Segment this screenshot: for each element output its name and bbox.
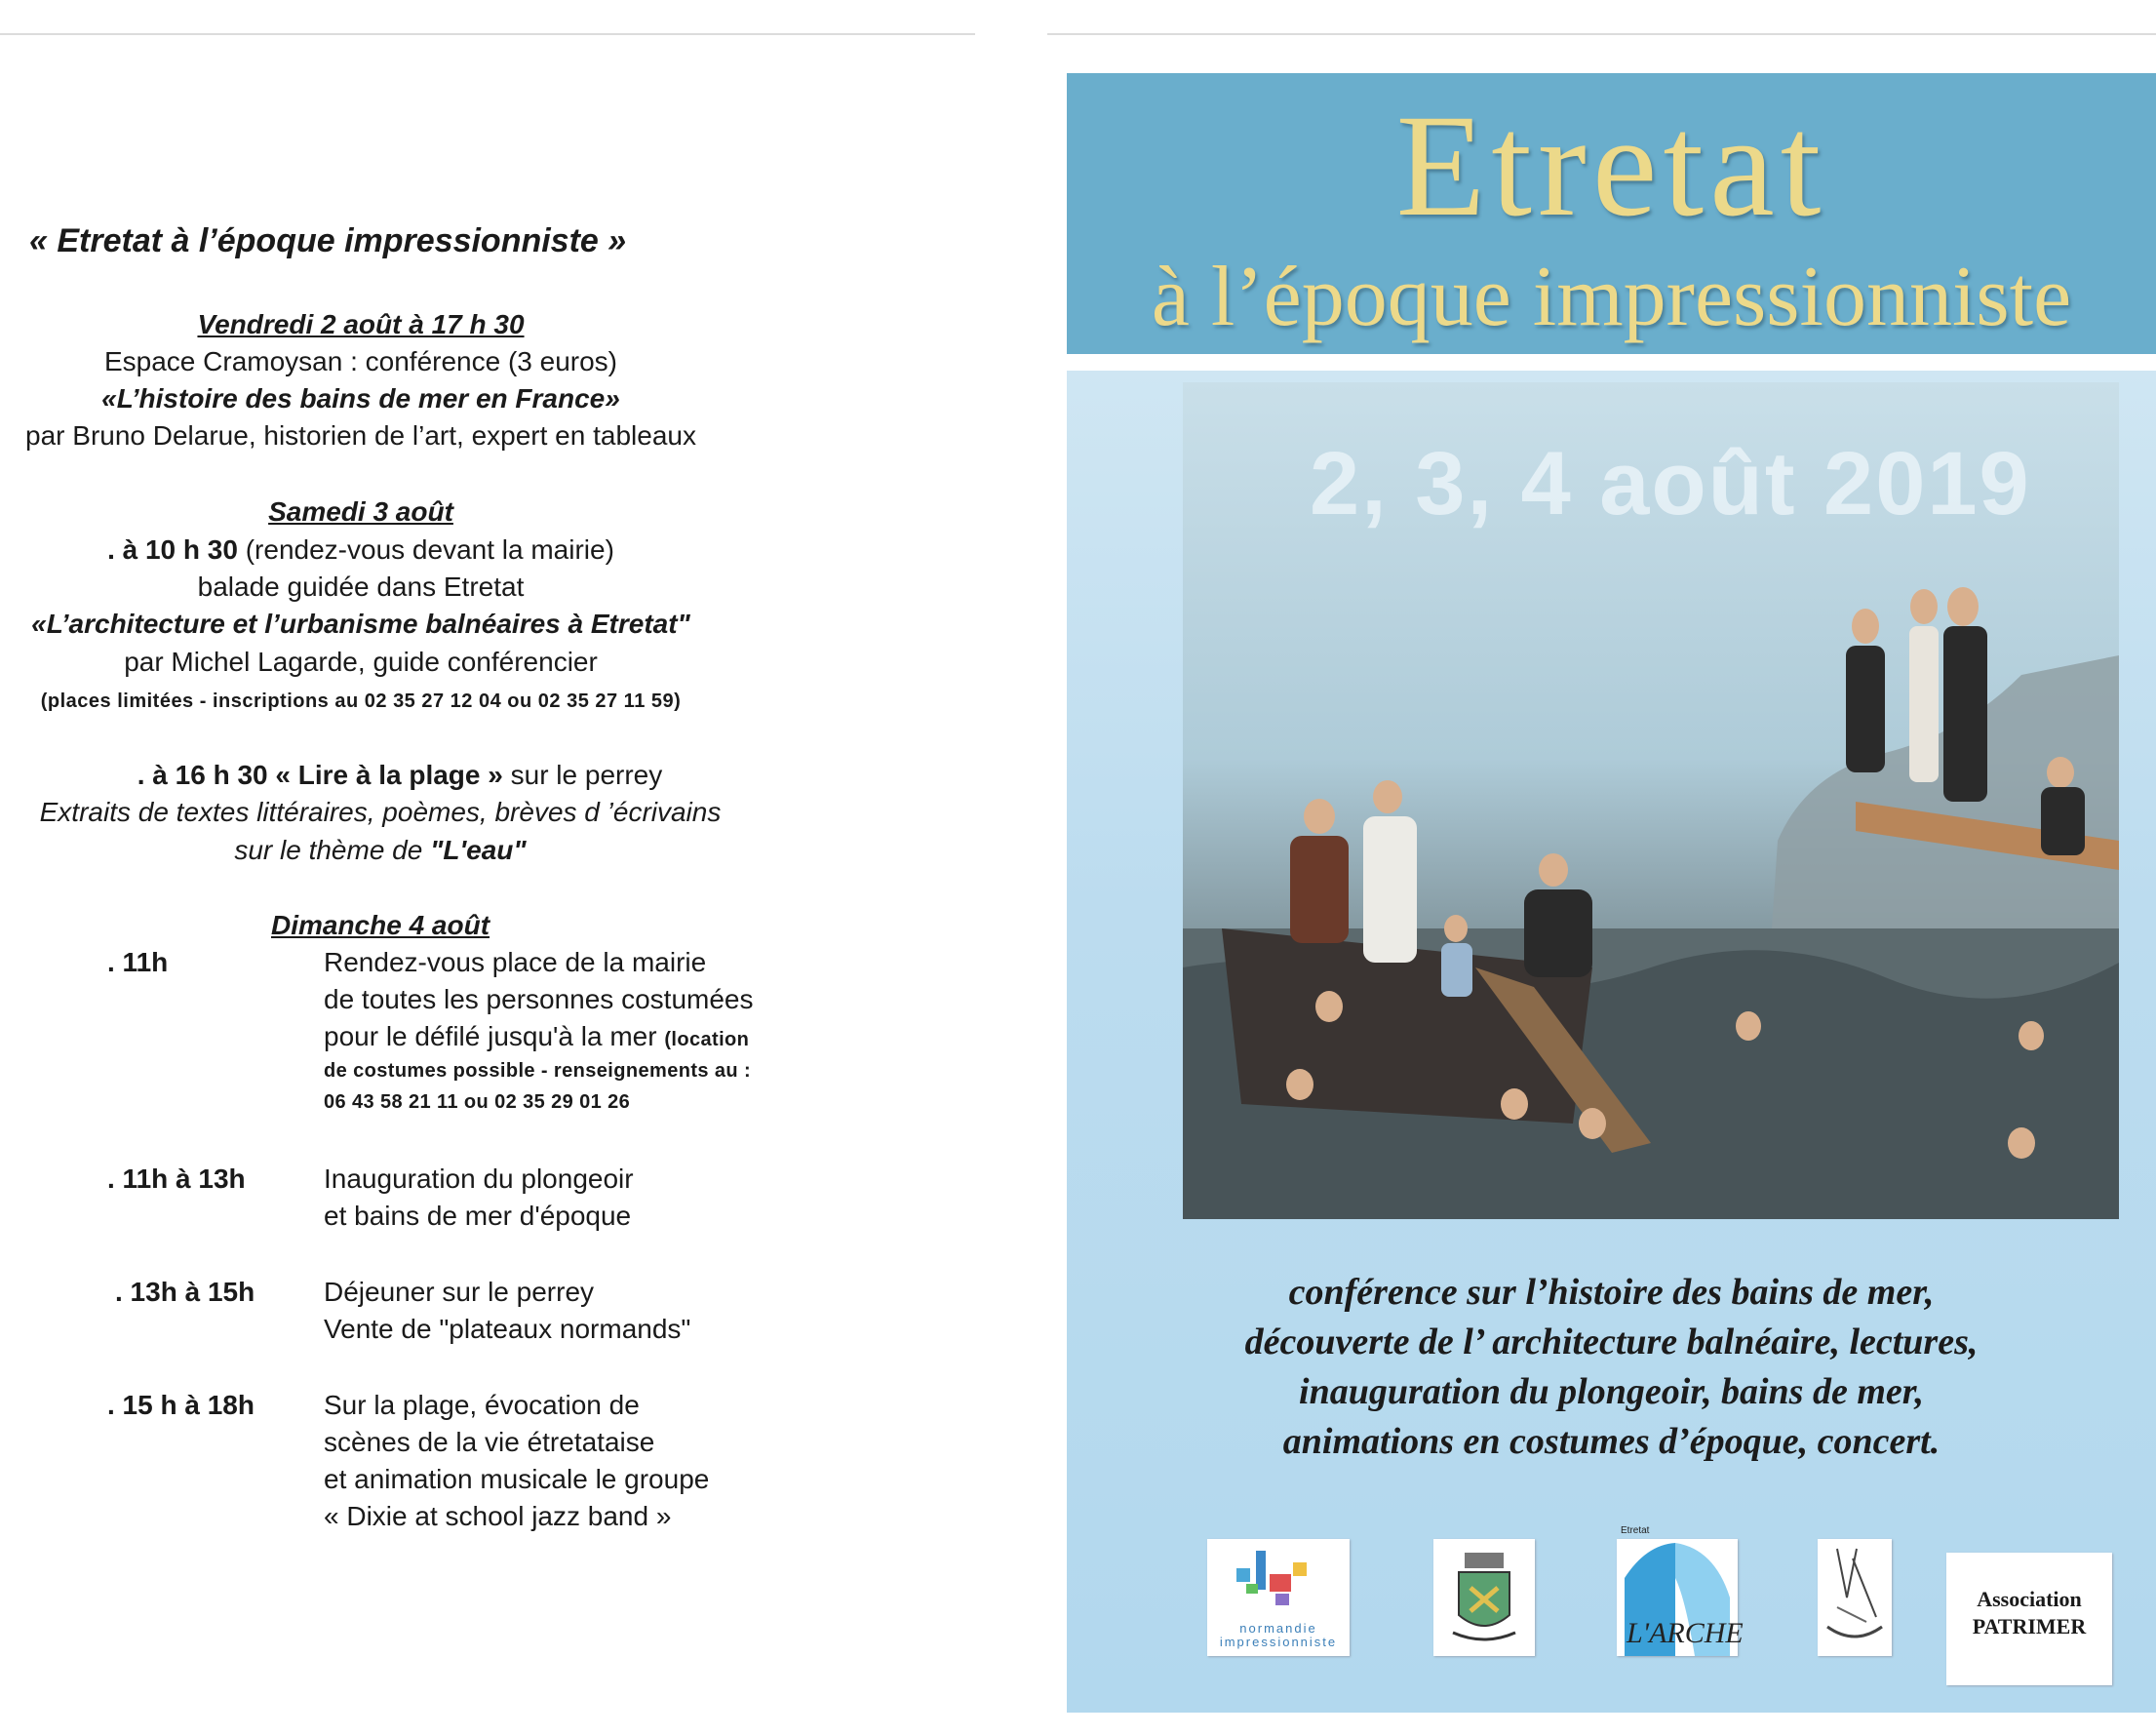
title-banner — [1067, 73, 2156, 354]
friday-speaker: par Bruno Delarue, historien de l’art, expert en tableaux — [25, 420, 696, 451]
association-patrimer-logo — [1946, 1553, 2112, 1685]
larche-logo-top: Etretat — [1621, 1525, 1650, 1536]
boat-drawing-logo — [1818, 1539, 1892, 1656]
saturday-guide: par Michel Lagarde, guide conférencier — [124, 647, 598, 677]
saturday-time2: . à 16 h 30 « Lire à la plage » sur le perrey — [137, 760, 663, 790]
saturday-walk-title: «L’architecture et l’urbanisme balnéaires à Etretat" — [31, 609, 690, 639]
program-title: « Etretat à l’époque impressionniste » — [29, 222, 627, 259]
program-page: « Etretat à l’époque impressionniste » Vendredi 2 août à 17 h 30 Espace Cramoysan : conférence (3 euros) «L’histoire des bains de mer en France» par Bruno Delarue, historien de l’art, expert en tableaux Samedi 3 août . à 10 h 30 (rendez-vous devant la mairie) balade guidée dans Etretat «L’architecture et l’urbanisme balnéaires à Etretat" par Michel Lagarde, guide conférencier (places limitées - inscriptions au 02 35 27 12 04 ou 02 35 27 11 59) . à 16 h 30 « Lire à la plage » sur le perrey Extraits de textes littéraires, poèmes, brèves d ’écrivains sur le thème de "L'eau" Dimanche 4 août . 11h Rendez-vous place de la mairie de toutes les personnes costumées pour le défilé jusqu'à la mer (location de costumes possible - renseignements au : 06 43 58 21 11 ou 02 35 29 01 26 . 11h à 13h Inauguration du plongeoir et bains de mer d'époque . 13h à 15h Déjeuner sur le perrey Vente de "plateaux normands" . 15 h à 18h Sur la plage, évocation de scènes de la vie étretataise et animation musicale le groupe « Dixie at school jazz band » — [0, 0, 975, 1736]
cover-caption: conférence sur l’histoire des bains de mer, découverte de l’ architecture balnéaire, lectures, inauguration du plongeoir, bains de mer, animations en costumes d’époque, concert. — [1244, 1272, 1979, 1462]
etretat-coat-of-arms — [1433, 1539, 1535, 1656]
cover-title: Etretat — [1395, 85, 1827, 247]
sunday-heading: Dimanche 4 août — [270, 910, 490, 940]
saturday-heading: Samedi 3 août — [268, 496, 453, 527]
friday-venue: Espace Cramoysan : conférence (3 euros) — [103, 346, 618, 376]
sunday-time-4: . 15 h à 18h — [107, 1390, 255, 1420]
top-rule-right — [1047, 33, 2156, 35]
patrimer-line-2: PATRIMER — [1972, 1614, 2087, 1638]
saturday-booking: (places limitées - inscriptions au 02 35 27 12 04 ou 02 35 27 11 59) — [40, 690, 682, 712]
bathers-painting — [1183, 382, 2119, 1219]
friday-heading: Vendredi 2 août à 17 h 30 — [197, 309, 525, 339]
normandie-impressionniste-logo — [1207, 1539, 1350, 1656]
sunday-time-3: . 13h à 15h — [115, 1277, 255, 1307]
coat-of-arms-icon — [1433, 1539, 1535, 1656]
saturday-time1: . à 10 h 30 (rendez-vous devant la mairie) — [107, 534, 614, 565]
saturday-theme: sur le thème de "L'eau" — [234, 835, 527, 865]
boat-sketch-icon — [1818, 1539, 1892, 1656]
sunday-time-1: . 11h — [107, 947, 169, 977]
patrimer-line-1: Association — [1977, 1587, 2082, 1611]
cover-dates: 2, 3, 4 août 2019 — [1310, 434, 2031, 533]
larche-logo-text: L'ARCHE — [1627, 1617, 1744, 1649]
cover-subtitle: à l’époque impressionniste — [1151, 250, 2072, 344]
saturday-walk: balade guidée dans Etretat — [197, 572, 525, 602]
normandie-logo-icon — [1207, 1539, 1350, 1617]
normandie-logo-text: normandie impressionniste — [1219, 1621, 1338, 1649]
larche-logo — [1617, 1525, 1744, 1656]
saturday-extracts: Extraits de textes littéraires, poèmes, brèves d ’écrivains — [39, 797, 722, 827]
friday-talk: «L’histoire des bains de mer en France» — [101, 383, 620, 414]
sunday-time-2: . 11h à 13h — [107, 1164, 246, 1194]
